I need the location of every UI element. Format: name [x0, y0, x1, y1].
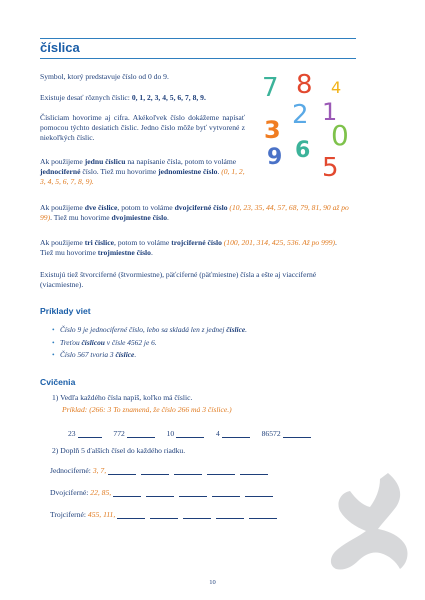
three-digit-text	[40, 238, 350, 258]
answer-blank[interactable]	[240, 466, 268, 475]
top-rule	[40, 38, 356, 39]
text-part: Ak použijeme	[40, 203, 85, 212]
decorative-figure-icon	[318, 465, 413, 575]
digit-8: 8	[296, 70, 313, 100]
digit-2: 2	[292, 100, 309, 130]
exercises-heading: Cvičenia	[40, 377, 76, 387]
row-label: Trojciferné:	[50, 510, 86, 519]
answer-blank[interactable]	[78, 429, 102, 438]
number-value: 23	[68, 429, 76, 438]
fill-row-one-digit	[50, 466, 273, 475]
example-list: (100, 201, 314, 425, 536. Až po 999)	[223, 238, 336, 247]
text-part: Ak použijeme	[40, 157, 85, 166]
bold-term: dve číslice	[84, 203, 118, 212]
number-value: 10	[166, 429, 175, 438]
exercise-2-prompt: 2) Doplň 5 ďalších čísel do každého riadku.	[52, 446, 186, 455]
answer-blank[interactable]	[283, 429, 311, 438]
row-label: Dvojciferné:	[50, 488, 89, 497]
bold-term: číslice	[226, 325, 246, 334]
definition-text: Symbol, ktorý predstavuje číslo od 0 do 9.	[40, 72, 169, 81]
example-list: (10, 23, 35, 44, 57, 68, 79, 81, 90 až po 99)	[40, 203, 349, 222]
given-values: 22, 85,	[90, 488, 112, 497]
number-item	[262, 429, 311, 438]
more-digits-text: Existujú tiež štvorciferné (štvormiestne), päťciferné (päťmiestne) čísla a ešte aj viacciferné (viacmiestne).	[40, 270, 317, 289]
answer-blank[interactable]	[245, 488, 273, 497]
bold-term: jednomiestne číslo	[158, 167, 218, 176]
exercise-1-numbers	[68, 429, 321, 438]
answer-blank[interactable]	[222, 429, 250, 438]
answer-blank[interactable]	[207, 466, 235, 475]
bold-term: dvojmiestne číslo	[111, 213, 167, 222]
two-digit-text	[40, 203, 350, 223]
given-values: 455, 111,	[87, 510, 116, 519]
text-part: Číslo 567 tvoria 3	[60, 350, 116, 359]
page-number: 10	[209, 579, 216, 586]
list-item	[52, 324, 247, 337]
answer-blank[interactable]	[117, 510, 145, 519]
text-part: na napísanie čísla, potom to voláme	[125, 157, 237, 166]
bold-term: trojciferné číslo	[171, 238, 222, 247]
number-item	[68, 429, 102, 438]
answer-blank[interactable]	[183, 510, 211, 519]
bold-term: trojmiestne číslo	[97, 248, 151, 257]
text-part: , potom to voláme	[114, 238, 172, 247]
text-part: .	[217, 167, 222, 176]
exercise-1-prompt: 1) Vedľa každého čísla napíš, koľko má číslic.	[52, 393, 193, 402]
given-values: 3, 7,	[92, 466, 107, 475]
page-title: číslica	[40, 40, 80, 55]
digit-1: 1	[322, 98, 338, 126]
bold-term: jednu číslicu	[84, 157, 126, 166]
list-item	[52, 349, 247, 362]
answer-blank[interactable]	[108, 466, 136, 475]
bold-term: číslicou	[81, 337, 105, 347]
number-value: 4	[216, 429, 220, 438]
answer-blank[interactable]	[146, 488, 174, 497]
digit-9: 9	[267, 145, 283, 170]
text-part: .	[134, 350, 137, 359]
number-value: 86572	[261, 429, 281, 438]
text-part: .	[150, 248, 153, 257]
answer-blank[interactable]	[113, 488, 141, 497]
text-part: v čísle 4562 je 6.	[104, 337, 157, 347]
digit-6: 6	[295, 138, 311, 163]
title-underline	[40, 58, 356, 59]
text-part: . Tiež mu hovorime	[40, 238, 337, 257]
number-value: 772	[113, 429, 125, 438]
answer-blank[interactable]	[141, 466, 169, 475]
list-item	[52, 337, 247, 350]
fill-row-three-digit	[50, 510, 282, 519]
text-part: číslo. Tiež mu hovorime	[80, 167, 159, 176]
text-part: Ak použijeme	[40, 238, 85, 247]
answer-blank[interactable]	[150, 510, 178, 519]
answer-blank[interactable]	[179, 488, 207, 497]
exercise-1-example: Príklad: (266: 3 To znamená, že číslo 266 má 3 číslice.)	[62, 405, 232, 414]
digit-7: 7	[262, 73, 279, 103]
number-item	[216, 429, 250, 438]
number-item	[113, 429, 154, 438]
bold-term: dvojciferné číslo	[174, 203, 228, 212]
answer-blank[interactable]	[249, 510, 277, 519]
bold-term: jednociferné	[40, 167, 81, 176]
text-part: .	[167, 213, 169, 222]
number-item	[167, 429, 205, 438]
text-part: , potom to voláme	[117, 203, 175, 212]
one-digit-text	[40, 157, 245, 187]
example-sentences	[52, 324, 247, 362]
digit-3: 3	[264, 116, 281, 144]
answer-blank[interactable]	[174, 466, 202, 475]
digit-4: 4	[331, 78, 342, 97]
examples-heading: Príklady viet	[40, 306, 91, 316]
text-part: Treťou	[60, 337, 82, 347]
count-list: 0, 1, 2, 3, 4, 5, 6, 7, 8, 9.	[131, 93, 206, 102]
bold-term: tri číslice	[84, 238, 115, 247]
text-part: Číslo 9 je jednociferné číslo, lebo sa skladá len z jednej	[60, 325, 227, 334]
answer-blank[interactable]	[176, 429, 204, 438]
digit-5: 5	[322, 153, 339, 183]
row-label: Jednociferné:	[50, 466, 91, 475]
digit-count-text	[40, 93, 245, 103]
answer-blank[interactable]	[212, 488, 240, 497]
text-part: . Tiež mu hovorime	[50, 213, 112, 222]
cifra-text: Čísliciam hovorime aj cifra. Akékoľvek číslo dokážeme napísať pomocou týchto desiatich číslic. Jedno číslo môže byť vytvorené z niekoľkých číslic.	[40, 113, 245, 142]
text-part: .	[245, 325, 248, 334]
digit-0: 0	[331, 119, 349, 152]
fill-row-two-digit	[50, 488, 278, 497]
answer-blank[interactable]	[127, 429, 155, 438]
example-list: (0, 1, 2, 3, 4, 5, 6, 7, 8, 9).	[40, 167, 245, 186]
count-prefix: Existuje desať rôznych číslic:	[40, 93, 132, 102]
bold-term: číslice	[115, 350, 135, 359]
answer-blank[interactable]	[216, 510, 244, 519]
